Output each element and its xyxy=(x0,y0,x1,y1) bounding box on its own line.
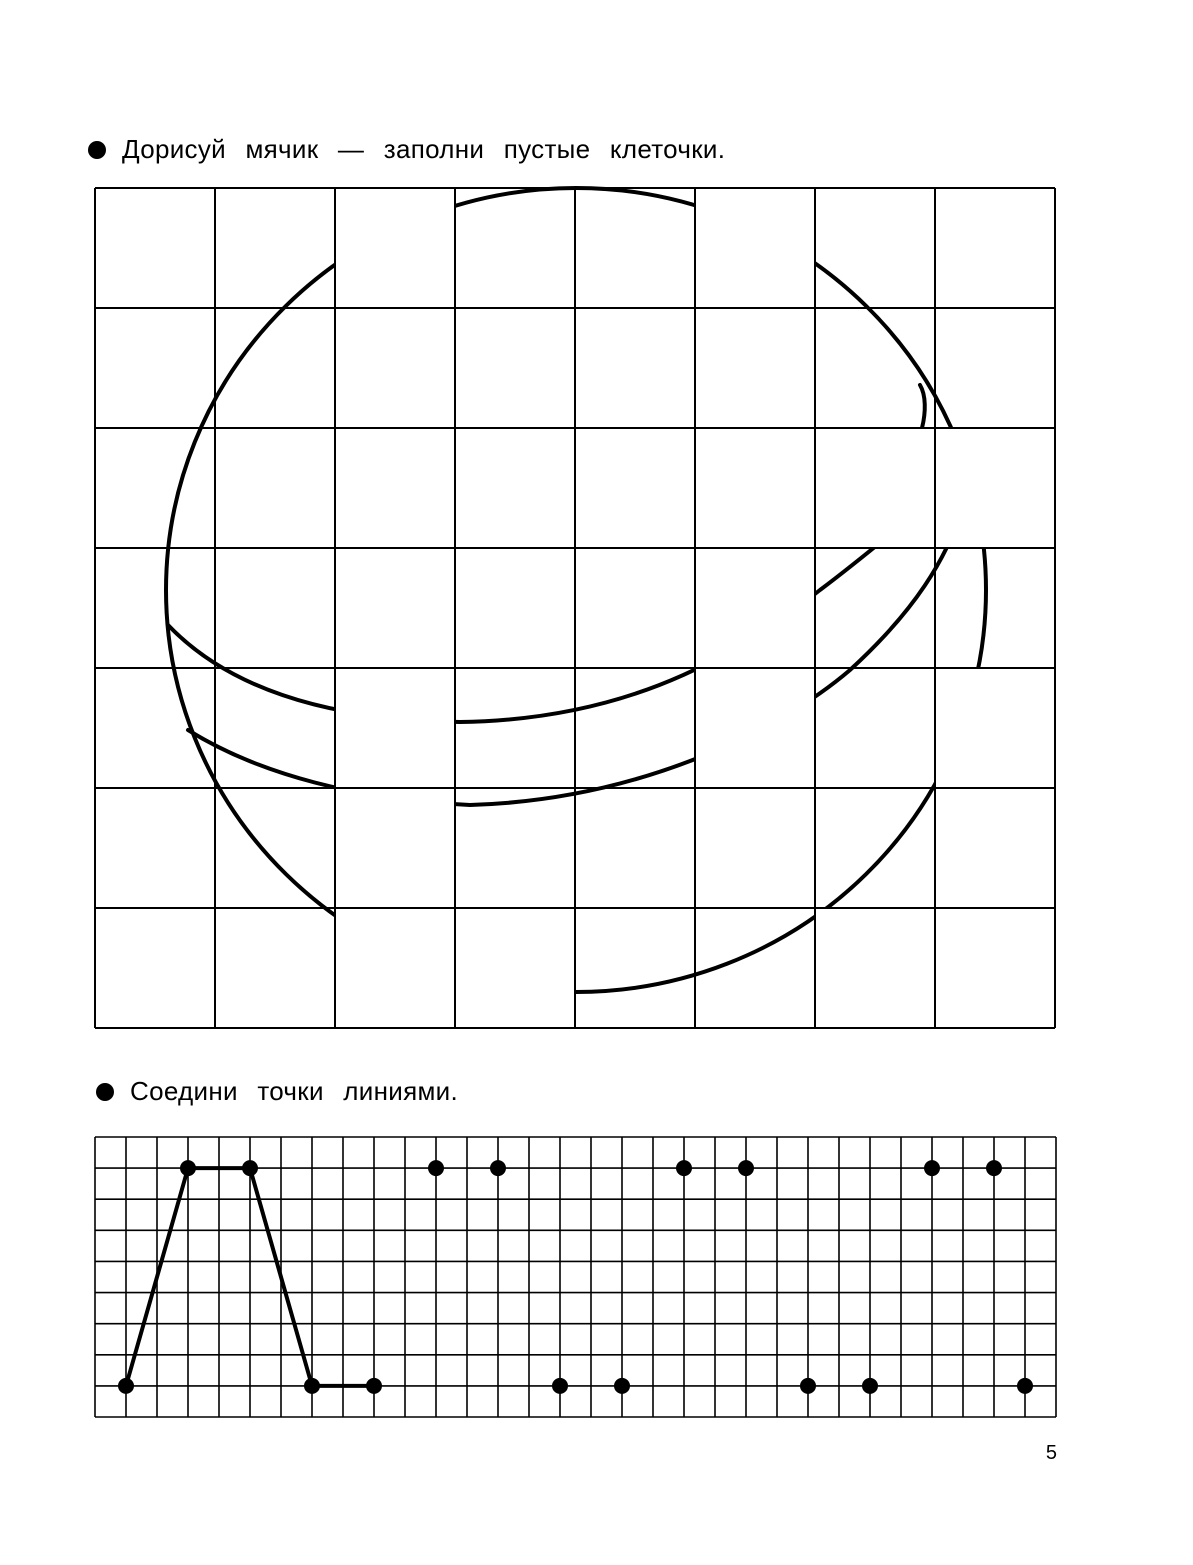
dot xyxy=(304,1378,320,1394)
dot xyxy=(1017,1378,1033,1394)
dots-grid xyxy=(95,1137,1056,1417)
dot xyxy=(180,1160,196,1176)
dot xyxy=(986,1160,1002,1176)
dot xyxy=(614,1378,630,1394)
dot xyxy=(924,1160,940,1176)
blank-cell xyxy=(335,308,455,428)
dots xyxy=(118,1160,1033,1394)
dot xyxy=(738,1160,754,1176)
dot xyxy=(118,1378,134,1394)
dot xyxy=(676,1160,692,1176)
task-ball-instruction: Дорисуй мячик — заполни пустые клеточки. xyxy=(122,134,726,164)
blank-cell xyxy=(815,908,935,1028)
page-number: 5 xyxy=(1045,1442,1057,1464)
task-dots-heading xyxy=(96,1076,458,1107)
blank-cell xyxy=(335,188,455,308)
blank-cell xyxy=(695,428,815,548)
blank-cell xyxy=(815,428,935,548)
dot xyxy=(242,1160,258,1176)
blank-cell xyxy=(695,188,815,308)
ball-seam-mark xyxy=(920,385,925,428)
task-dots-instruction: Соедини точки линиями. xyxy=(130,1076,458,1106)
blank-cell xyxy=(335,908,455,1028)
dot xyxy=(862,1378,878,1394)
ball-grid-task[interactable] xyxy=(95,188,1055,1028)
dot xyxy=(490,1160,506,1176)
blank-cell xyxy=(335,668,455,788)
dot xyxy=(366,1378,382,1394)
blank-cell xyxy=(335,788,455,908)
bullet-icon xyxy=(96,1083,114,1101)
blank-cell xyxy=(695,548,815,668)
dots-grid-task[interactable] xyxy=(95,1137,1056,1417)
ball-grid xyxy=(95,188,1055,1028)
blank-cell xyxy=(695,668,815,788)
dot xyxy=(552,1378,568,1394)
blank-cell xyxy=(695,308,815,428)
dot xyxy=(428,1160,444,1176)
blank-cell xyxy=(935,428,1055,548)
dot xyxy=(800,1378,816,1394)
blank-cell xyxy=(455,908,575,1028)
blank-cell xyxy=(935,668,1055,788)
